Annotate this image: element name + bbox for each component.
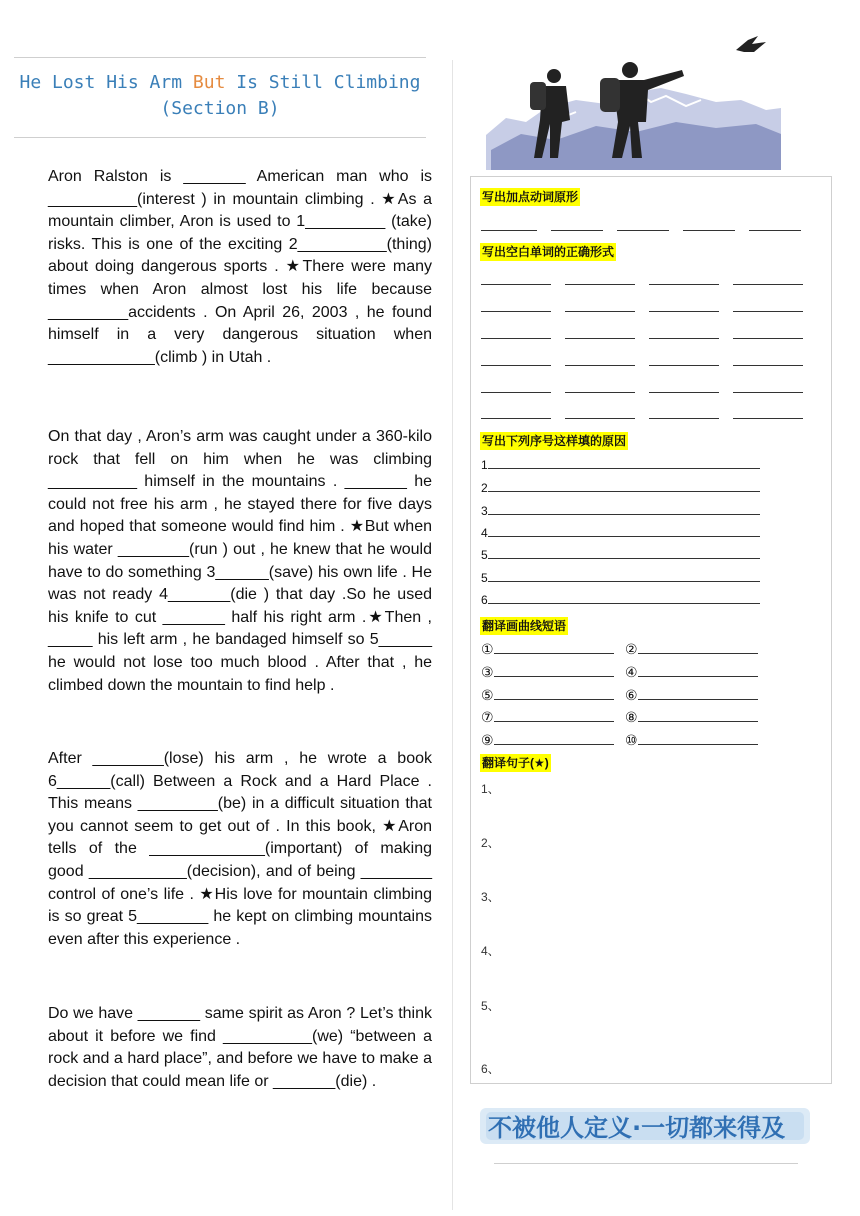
reason-line-3[interactable] <box>481 504 760 518</box>
reason-number: 1 <box>481 458 488 472</box>
heading-verb-base-form: 写出加点动词原形 <box>482 190 579 204</box>
sentence-number-2[interactable]: 2、 <box>481 836 500 850</box>
blank-line[interactable] <box>733 338 803 339</box>
paragraph-3 <box>48 748 432 951</box>
sentence-number-4[interactable]: 4、 <box>481 944 500 958</box>
blank-line[interactable] <box>649 365 719 366</box>
title-section: (Section B) <box>160 98 280 119</box>
paragraph-3-text: After ________(lose) his arm , he wrote a book 6______(call) Between a Rock and a Hard Place . This means _________(be) in a difficult situation that you cannot seem to get out of . In this book, ★Aron tells of the _____________(important) of making good ___________(decision), and of being ________ control of one’s life . ★His love for mountain climbing is so great 5________ he kept on climbing mountains even after this experience . <box>48 750 432 948</box>
blank-line[interactable] <box>649 311 719 312</box>
blank-line[interactable] <box>565 365 635 366</box>
blank-line[interactable] <box>551 230 603 231</box>
reason-line-2[interactable] <box>481 481 760 495</box>
blank-line[interactable] <box>481 230 537 231</box>
phrase-number: ⑥ <box>625 687 638 703</box>
sentence-number-6[interactable]: 6、 <box>481 1062 500 1076</box>
blank-line[interactable] <box>565 284 635 285</box>
phrase-number: ⑤ <box>481 687 494 703</box>
sentence-number-5[interactable]: 5、 <box>481 999 500 1013</box>
paragraph-1 <box>48 166 432 369</box>
motto-text: 不被他人定义·一切都来得及 <box>488 1114 786 1142</box>
title-part-3: Is Still Climbing <box>225 72 421 93</box>
blank-row-5[interactable] <box>481 392 803 393</box>
phrase-number: ⑦ <box>481 709 494 725</box>
blank-line[interactable] <box>481 311 551 312</box>
heading-reasons: 写出下列序号这样填的原因 <box>482 434 627 448</box>
reason-line-6[interactable] <box>481 571 760 585</box>
heading-translate-sentences: 翻译句子(★) <box>482 756 549 770</box>
reason-number: 2 <box>481 481 488 495</box>
paragraph-4 <box>48 1003 432 1093</box>
phrase-7[interactable] <box>481 709 614 725</box>
blank-line[interactable] <box>733 311 803 312</box>
reason-number: 4 <box>481 526 488 540</box>
blank-line[interactable] <box>565 418 635 419</box>
heading-correct-form: 写出空白单词的正确形式 <box>482 245 615 259</box>
blank-line[interactable] <box>733 365 803 366</box>
phrase-number: ② <box>625 641 638 657</box>
reason-number: 5 <box>481 548 488 562</box>
phrase-2[interactable] <box>625 641 758 657</box>
heading-phrases: 翻译画曲线短语 <box>482 619 567 633</box>
blank-line[interactable] <box>649 284 719 285</box>
title-part-1: He Lost His Arm <box>19 72 193 93</box>
blank-line[interactable] <box>733 284 803 285</box>
paragraph-4-text: Do we have _______ same spirit as Aron ? Let’s think about it before we find __________(we) “between a rock and a hard place”, and before we have to make a decision that could mean life or _______(die) . <box>48 1005 432 1090</box>
blank-line[interactable] <box>481 365 551 366</box>
phrase-number: ⑨ <box>481 732 494 748</box>
blank-line[interactable] <box>481 392 551 393</box>
blank-row-2[interactable] <box>481 311 803 312</box>
blank-line[interactable] <box>481 338 551 339</box>
blank-row-verbs[interactable] <box>481 230 801 231</box>
blank-line[interactable] <box>733 418 803 419</box>
climbers-mountain-illustration <box>486 30 781 170</box>
paragraph-2 <box>48 426 432 697</box>
blank-row-3[interactable] <box>481 338 803 339</box>
phrase-number: ④ <box>625 664 638 680</box>
blank-line[interactable] <box>733 392 803 393</box>
reason-number: 3 <box>481 504 488 518</box>
phrase-3[interactable] <box>481 664 614 680</box>
blank-line[interactable] <box>683 230 735 231</box>
phrase-number: ⑧ <box>625 709 638 725</box>
worksheet-title <box>14 70 426 122</box>
blank-line[interactable] <box>481 284 551 285</box>
sentence-number-1[interactable]: 1、 <box>481 782 500 796</box>
phrase-number: ③ <box>481 664 494 680</box>
reason-number: 6 <box>481 593 488 607</box>
blank-line[interactable] <box>649 392 719 393</box>
paragraph-1-text: Aron Ralston is _______ American man who is __________(interest ) in mountain climbing . ★As a mountain climber, Aron is used to 1_________ (take) risks. This is one of the exciting 2__________(thing) about doing dangerous sports . ★There were many times when Aron almost lost his life because _________accidents . On April 26, 2003 , he found himself in a very dangerous situation when ____________(climb ) in Utah . <box>48 168 432 366</box>
blank-line[interactable] <box>565 392 635 393</box>
phrase-9[interactable] <box>481 732 614 748</box>
phrase-10[interactable] <box>625 732 758 748</box>
blank-line[interactable] <box>649 338 719 339</box>
blank-row-6[interactable] <box>481 418 803 419</box>
phrase-6[interactable] <box>625 687 758 703</box>
sentence-number-3[interactable]: 3、 <box>481 890 500 904</box>
banner-rule <box>494 1163 798 1164</box>
blank-line[interactable] <box>481 418 551 419</box>
phrase-4[interactable] <box>625 664 758 680</box>
blank-line[interactable] <box>617 230 669 231</box>
phrase-number: ① <box>481 641 494 657</box>
blank-line[interactable] <box>749 230 801 231</box>
blank-line[interactable] <box>565 338 635 339</box>
reason-line-7[interactable] <box>481 593 760 607</box>
blank-line[interactable] <box>649 418 719 419</box>
phrase-8[interactable] <box>625 709 758 725</box>
blank-row-4[interactable] <box>481 365 803 366</box>
title-bottom-rule <box>14 137 426 138</box>
title-top-rule <box>14 57 426 58</box>
reason-number: 5 <box>481 571 488 585</box>
paragraph-2-text: On that day , Aron’s arm was caught under a 360-kilo rock that fell on him when he was climbing __________ himself in the mountains . _______ he could not free his arm , he stayed there for five days and hoped that someone would find him . ★But when his water ________(run ) out , he knew that he would have to do something 3______(save) his own life . He was not ready 4_______(die ) that day .So he used his knife to cut _______ half his right arm .★Then , _____ his left arm , he bandaged himself so 5______ he would not lose too much blood . After that , he climbed down the mountain to find help . <box>48 428 432 694</box>
motto-banner <box>480 1100 810 1150</box>
title-part-2: But <box>192 72 226 93</box>
blank-line[interactable] <box>565 311 635 312</box>
phrase-number: ⑩ <box>625 732 638 748</box>
phrase-5[interactable] <box>481 687 614 703</box>
blank-row-1[interactable] <box>481 284 803 285</box>
column-divider <box>452 60 453 1210</box>
reason-line-1[interactable] <box>481 458 760 472</box>
reason-line-5[interactable] <box>481 548 760 562</box>
reason-line-4[interactable] <box>481 526 760 540</box>
phrase-1[interactable] <box>481 641 614 657</box>
